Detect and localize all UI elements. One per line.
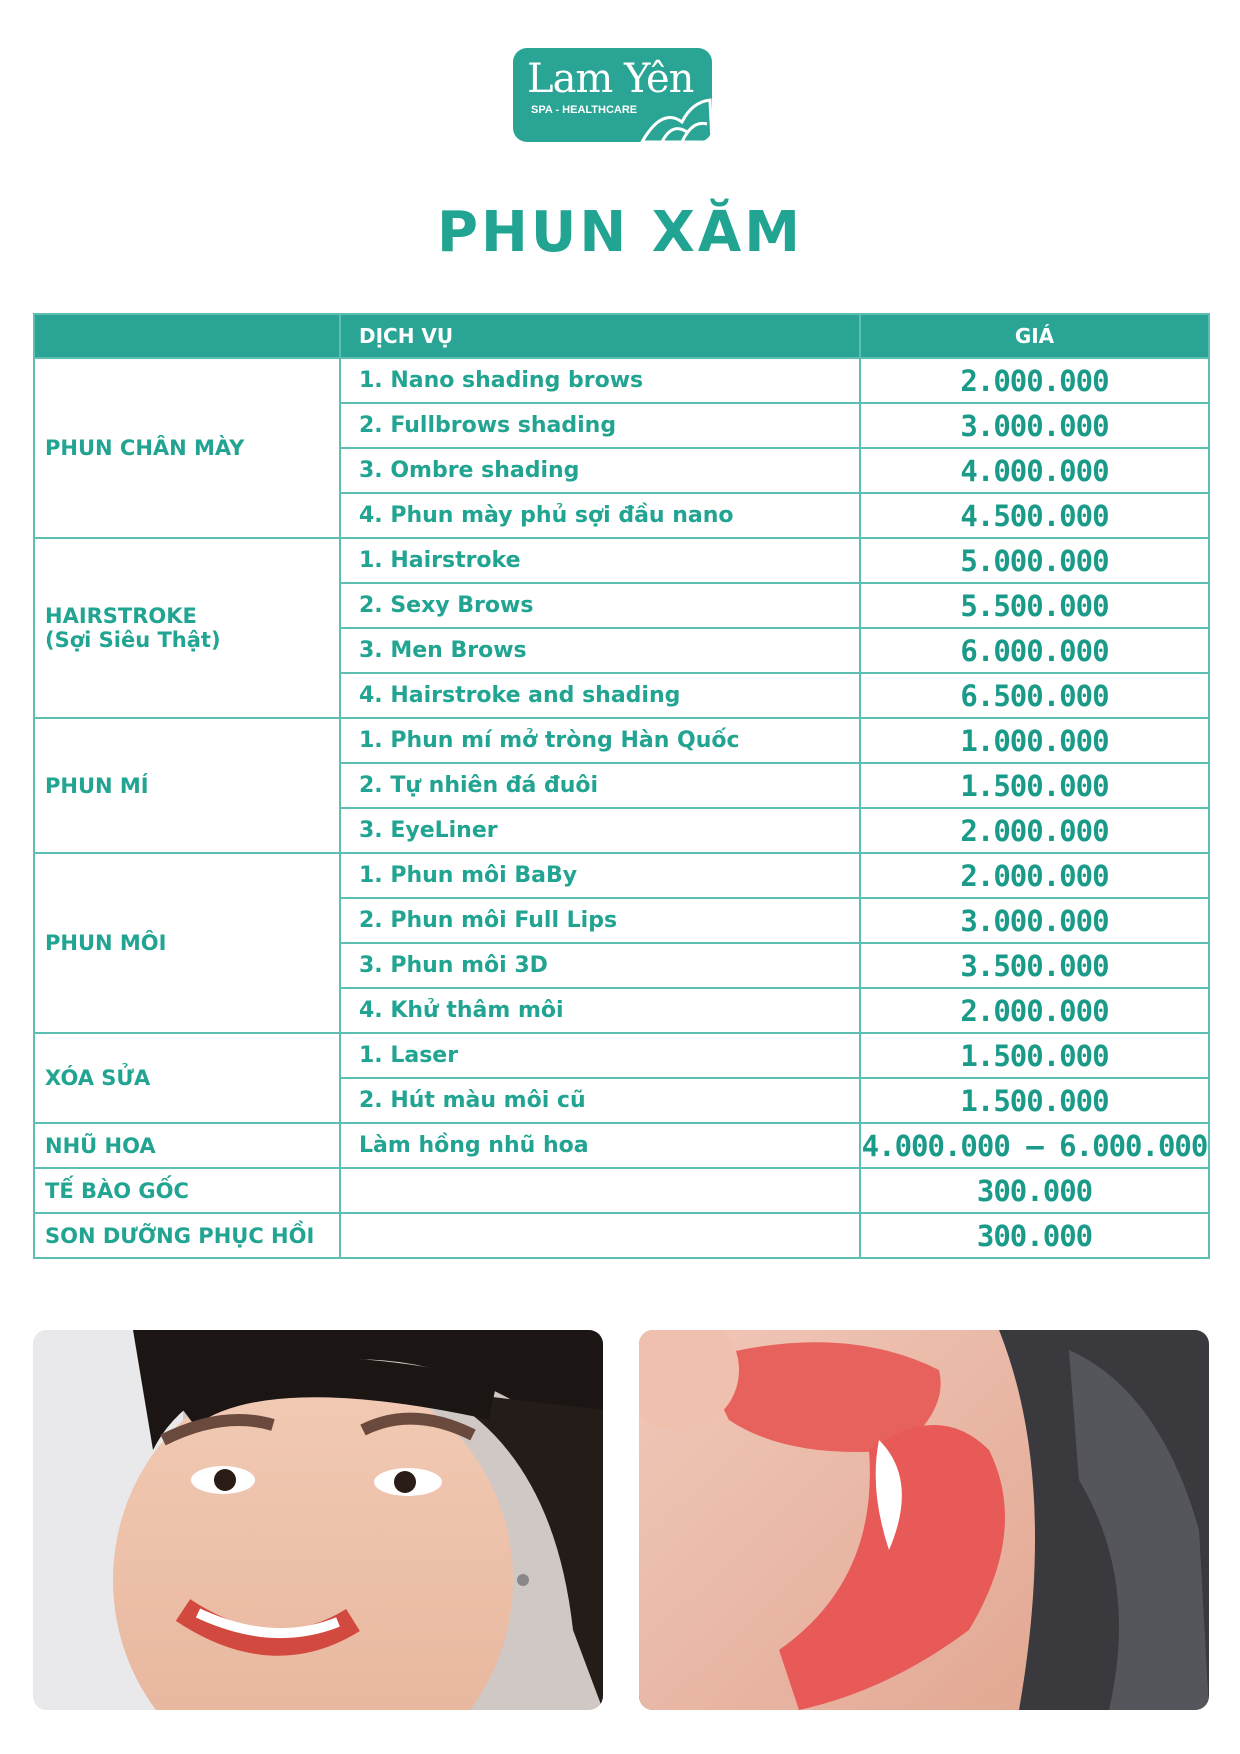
price-cell: 6.000.000 bbox=[860, 628, 1209, 673]
category-label: HAIRSTROKE bbox=[45, 604, 197, 628]
price-cell: 4.000.000 bbox=[860, 448, 1209, 493]
category-label: PHUN MÔI bbox=[45, 931, 167, 955]
table-row bbox=[34, 1213, 1209, 1258]
table-row bbox=[34, 538, 1209, 583]
category-label: XÓA SỬA bbox=[45, 1066, 151, 1090]
category-cell bbox=[34, 853, 340, 1033]
price-cell: 1.000.000 bbox=[860, 718, 1209, 763]
header-category bbox=[34, 314, 340, 358]
table-row bbox=[34, 718, 1209, 763]
table-row bbox=[34, 1123, 1209, 1168]
service-cell: Làm hồng nhũ hoa bbox=[340, 1123, 860, 1168]
service-cell: 1. Phun môi BaBy bbox=[340, 853, 860, 898]
price-cell: 2.000.000 bbox=[860, 808, 1209, 853]
category-sublabel: (Sợi Siêu Thật) bbox=[45, 628, 221, 652]
table-header-row bbox=[34, 314, 1209, 358]
price-cell: 2.000.000 bbox=[860, 988, 1209, 1033]
service-cell: 3. EyeLiner bbox=[340, 808, 860, 853]
service-cell: 1. Phun mí mở tròng Hàn Quốc bbox=[340, 718, 860, 763]
price-cell: 1.500.000 bbox=[860, 763, 1209, 808]
service-cell: 1. Nano shading brows bbox=[340, 358, 860, 403]
price-cell: 2.000.000 bbox=[860, 358, 1209, 403]
category-label: TẾ BÀO GỐC bbox=[45, 1178, 189, 1203]
price-cell: 5.500.000 bbox=[860, 583, 1209, 628]
price-cell: 4.000.000 – 6.000.000 bbox=[860, 1123, 1209, 1168]
logo-brand-text: Lam Yên bbox=[527, 56, 694, 102]
service-cell bbox=[340, 1168, 860, 1213]
price-cell: 4.500.000 bbox=[860, 493, 1209, 538]
category-cell bbox=[34, 1033, 340, 1123]
category-cell bbox=[34, 718, 340, 853]
logo-tagline: SPA - HEALTHCARE bbox=[531, 104, 638, 116]
service-cell: 2. Sexy Brows bbox=[340, 583, 860, 628]
table-row bbox=[34, 358, 1209, 403]
category-label: PHUN MÍ bbox=[45, 773, 149, 798]
price-cell: 3.500.000 bbox=[860, 943, 1209, 988]
price-cell: 3.000.000 bbox=[860, 403, 1209, 448]
price-table bbox=[33, 313, 1210, 1259]
category-label: NHŨ HOA bbox=[45, 1133, 156, 1158]
price-cell: 5.000.000 bbox=[860, 538, 1209, 583]
lotus-icon bbox=[632, 92, 712, 142]
service-cell: 2. Hút màu môi cũ bbox=[340, 1078, 860, 1123]
service-cell: 2. Phun môi Full Lips bbox=[340, 898, 860, 943]
category-label: PHUN CHÂN MÀY bbox=[45, 436, 245, 460]
price-cell: 3.000.000 bbox=[860, 898, 1209, 943]
service-cell: 1. Laser bbox=[340, 1033, 860, 1078]
service-cell: 1. Hairstroke bbox=[340, 538, 860, 583]
header-price: GIÁ bbox=[860, 314, 1209, 358]
category-cell bbox=[34, 1168, 340, 1213]
lips-closeup-photo bbox=[639, 1330, 1209, 1710]
table-row bbox=[34, 1168, 1209, 1213]
service-cell bbox=[340, 1213, 860, 1258]
price-cell: 300.000 bbox=[860, 1213, 1209, 1258]
price-cell: 300.000 bbox=[860, 1168, 1209, 1213]
category-cell bbox=[34, 1123, 340, 1168]
category-cell bbox=[34, 358, 340, 538]
service-cell: 3. Men Brows bbox=[340, 628, 860, 673]
table-row bbox=[34, 853, 1209, 898]
table-row bbox=[34, 1033, 1209, 1078]
brand-logo bbox=[513, 48, 712, 142]
price-cell: 6.500.000 bbox=[860, 673, 1209, 718]
service-cell: 2. Fullbrows shading bbox=[340, 403, 860, 448]
price-cell: 1.500.000 bbox=[860, 1033, 1209, 1078]
service-cell: 4. Hairstroke and shading bbox=[340, 673, 860, 718]
category-cell bbox=[34, 1213, 340, 1258]
service-cell: 3. Ombre shading bbox=[340, 448, 860, 493]
category-cell bbox=[34, 538, 340, 718]
service-cell: 4. Khử thâm môi bbox=[340, 988, 860, 1033]
price-cell: 2.000.000 bbox=[860, 853, 1209, 898]
price-cell: 1.500.000 bbox=[860, 1078, 1209, 1123]
category-label: SON DƯỠNG PHỤC HỒI bbox=[45, 1223, 315, 1248]
service-cell: 2. Tự nhiên đá đuôi bbox=[340, 763, 860, 808]
service-cell: 3. Phun môi 3D bbox=[340, 943, 860, 988]
table-body bbox=[34, 358, 1209, 1258]
service-cell: 4. Phun mày phủ sợi đầu nano bbox=[340, 493, 860, 538]
portrait-brows-photo bbox=[33, 1330, 603, 1710]
header-service: DỊCH VỤ bbox=[340, 314, 860, 358]
page-title: PHUN XĂM bbox=[437, 200, 803, 265]
